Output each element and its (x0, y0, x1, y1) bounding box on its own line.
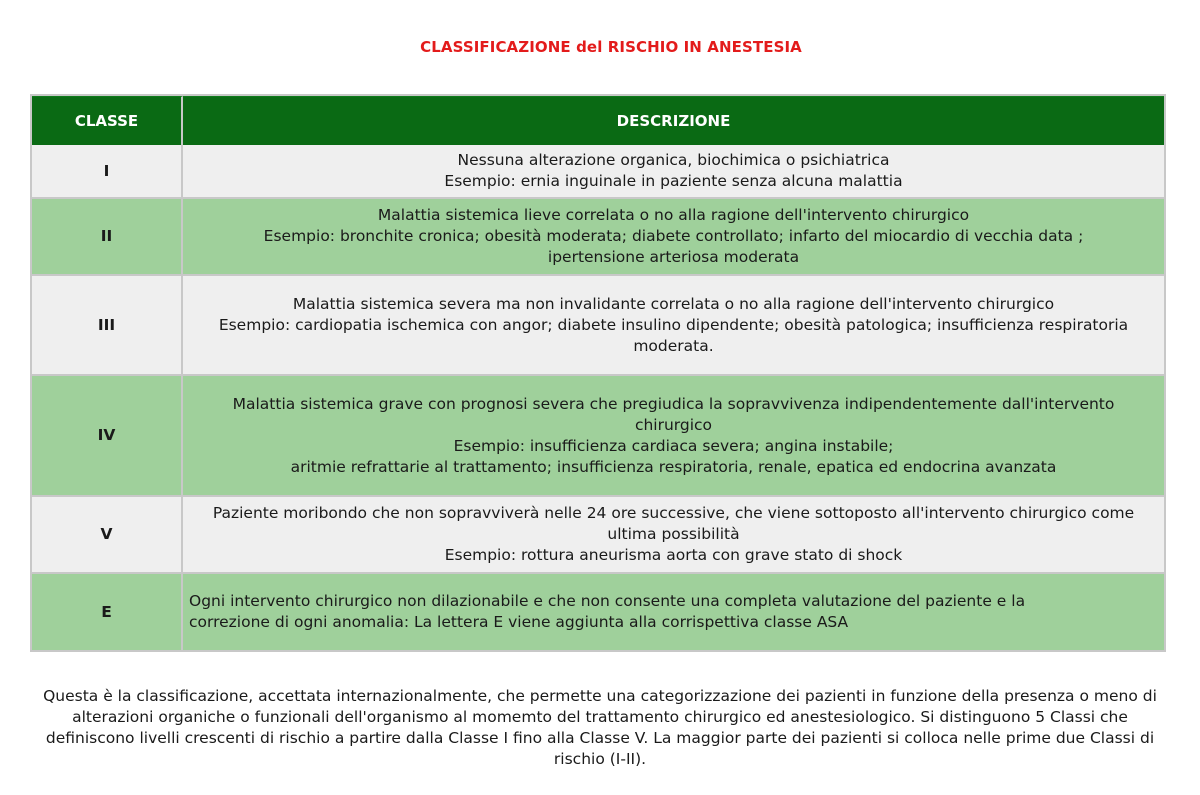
description-line: aritmie refrattarie al trattamento; insufficienza respiratoria, renale, epatica ed endocrina avanzata (290, 457, 1057, 476)
description-line: Malattia sistemica grave con prognosi severa che pregiudica la sopravvivenza indipendentemente dall'intervento chirurgico (232, 394, 1115, 434)
description-cell (183, 497, 1164, 574)
column-header-descrizione: DESCRIZIONE (183, 96, 1164, 145)
description-line: Malattia sistemica severa ma non invalidante correlata o no alla ragione dell'intervento chirurgico (292, 294, 1055, 313)
description-line: Esempio: cardiopatia ischemica con angor; diabete insulino dipendente; obesità patologica; insufficienza respiratoria moderata. (218, 315, 1129, 355)
description-line: Esempio: ernia inguinale in paziente senza alcuna malattia (444, 172, 903, 190)
class-cell: E (32, 574, 183, 650)
class-cell: III (32, 276, 183, 376)
table-row (32, 145, 1164, 199)
footer-note: Questa è la classificazione, accettata internazionalmente, che permette una categorizzazione dei pazienti in funzione della presenza o meno di alterazioni organiche o funzionali dell'organismo al momemto del trattamento chirurgico ed anestesiologico. Si distinguono 5 Classi che definiscono livelli crescenti di rischio a partire dalla Classe I fino alla Classe V. La maggior parte dei pazienti si colloca nelle prime due Classi di rischio (I-II). (43, 687, 1157, 768)
risk-classification-table (30, 94, 1166, 652)
description-cell (183, 276, 1164, 376)
description-line: Esempio: insufficienza cardiaca severa; angina instabile; (453, 436, 894, 455)
table-row (32, 497, 1164, 574)
table-row (32, 276, 1164, 376)
description-line: Malattia sistemica lieve correlata o no alla ragione dell'intervento chirurgico (377, 206, 970, 224)
column-header-classe: CLASSE (32, 96, 183, 145)
description-cell (183, 574, 1164, 650)
description-line: Esempio: rottura aneurisma aorta con grave stato di shock (444, 546, 903, 564)
description-line: Paziente moribondo che non sopravviverà nelle 24 ore successive, che viene sottoposto all'intervento chirurgico come ultima possibilità (212, 504, 1135, 543)
table-row (32, 574, 1164, 650)
page-title: CLASSIFICAZIONE del RISCHIO IN ANESTESIA (420, 38, 802, 56)
table-row (32, 376, 1164, 497)
table-header-row (32, 96, 1164, 145)
description-cell (183, 376, 1164, 497)
table-row (32, 199, 1164, 276)
description-line: Esempio: bronchite cronica; obesità moderata; diabete controllato; infarto del miocardio di vecchia data ; ipertensione arteriosa moderata (263, 227, 1084, 266)
class-cell: V (32, 497, 183, 574)
class-cell: II (32, 199, 183, 276)
description-cell (183, 145, 1164, 199)
description-line: Ogni intervento chirurgico non dilazionabile e che non consente una completa valutazione del paziente e la correzione di ogni anomalia: La lettera E viene aggiunta alla corrispettiva classe ASA (189, 592, 1026, 631)
class-cell: I (32, 145, 183, 199)
class-cell: IV (32, 376, 183, 497)
description-line: Nessuna alterazione organica, biochimica o psichiatrica (457, 151, 890, 169)
description-cell (183, 199, 1164, 276)
